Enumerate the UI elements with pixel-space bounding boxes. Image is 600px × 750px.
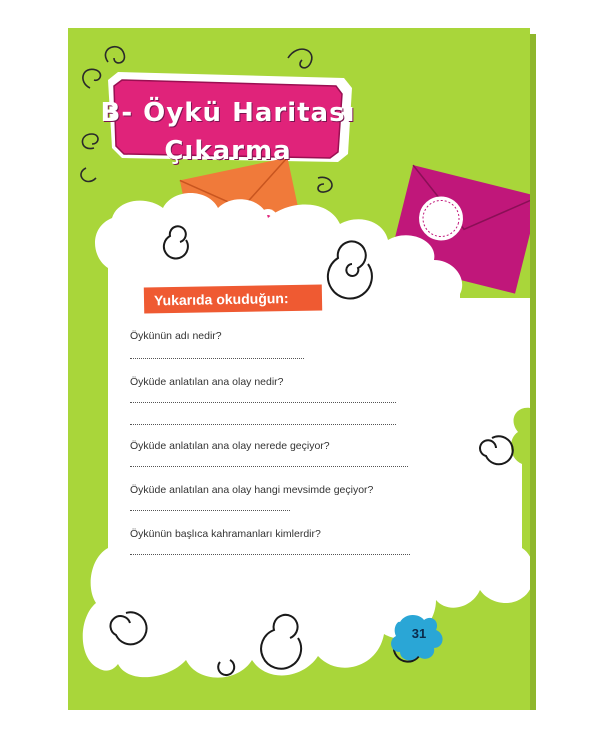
answer-line-2a[interactable] [130, 402, 396, 403]
answer-line-5[interactable] [130, 554, 410, 555]
question-2: Öyküde anlatılan ana olay nedir? [130, 376, 284, 388]
answer-line-4[interactable] [130, 510, 290, 511]
workbook-page [68, 28, 530, 710]
title-banner [98, 68, 358, 170]
answer-line-3[interactable] [130, 466, 408, 467]
page-edge-shadow [530, 34, 536, 710]
question-1: Öykünün adı nedir? [130, 330, 222, 342]
question-3: Öyküde anlatılan ana olay nerede geçiyor? [130, 440, 330, 452]
answer-line-2b[interactable] [130, 424, 396, 425]
question-5: Öykünün başlıca kahramanları kimlerdir? [130, 528, 321, 540]
answer-line-1[interactable] [130, 358, 304, 359]
question-4: Öyküde anlatılan ana olay hangi mevsimde geçiyor? [130, 484, 374, 496]
page-number: 31 [411, 626, 427, 641]
section-subheading: Yukarıda okuduğun: [144, 284, 322, 313]
title-line-1: B- Öykü Haritası [100, 98, 356, 128]
title-line-2: Çıkarma [164, 136, 292, 166]
